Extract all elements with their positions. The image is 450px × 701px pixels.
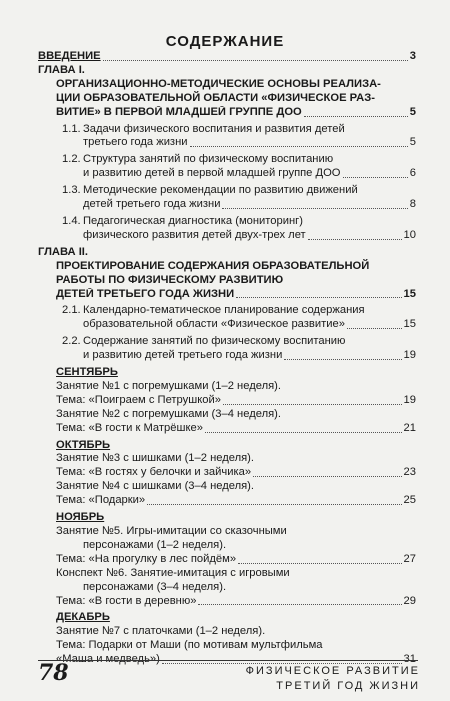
lesson-entry: Конспект №6. Занятие-имитация с игровыми [56,566,290,579]
section-text: Календарно-тематическое планирование содержания [83,304,365,317]
section-line [38,184,416,198]
leader-dots [223,404,402,405]
chapter-sections [38,123,416,243]
running-footer-line: ФИЗИЧЕСКОЕ РАЗВИТИЕ [245,665,420,677]
toc-page-number: 25 [403,494,416,507]
leader-dots [308,239,402,240]
section-text: третьего года жизни [83,136,188,149]
lesson-entry [38,553,416,567]
toc-page-number: 10 [403,228,416,241]
chapter-title-line: ВИТИЕ» В ПЕРВОЙ МЛАДШЕЙ ГРУППЕ ДОО [56,105,302,118]
section-text: детей третьего года жизни [83,198,221,211]
section-text: Задачи физического воспитания и развития детей [83,122,345,135]
lesson-entry: Занятие №7 с платочками (1–2 неделя). [56,625,266,638]
lesson-entry: персонажами (3–4 неделя). [83,580,227,593]
page-title: СОДЕРЖАНИЕ [165,33,285,50]
toc-page-number: 5 [409,136,416,149]
month-block [38,366,416,436]
section-last-line [38,318,416,332]
chapter-title-last [56,288,416,302]
toc-entry-intro [38,50,416,64]
section-line [38,123,416,137]
toc-page-number: 6 [409,167,416,180]
chapter-label: ГЛАВА II. [38,245,89,258]
toc-page-number: 5 [409,105,416,118]
section-text: физического развития детей двух-трех лет [83,228,306,241]
toc-entry-text: ВВЕДЕНИЕ [38,50,101,62]
section-line [38,215,416,229]
section-line [38,304,416,318]
section-last-line [38,198,416,212]
lesson-entry [38,595,416,609]
chapter-title [38,78,416,120]
leader-dots [284,359,401,360]
toc-page-number: 15 [403,318,416,331]
toc-section [38,153,416,181]
footer-divider [38,660,418,661]
leader-dots [347,328,402,329]
leader-dots [205,432,402,433]
chapter-label: ГЛАВА I. [38,63,85,76]
lesson-entry: персонажами (1–2 неделя). [83,538,227,551]
section-last-line [38,229,416,243]
month-list [38,366,416,667]
toc-page-number: 19 [403,393,416,406]
section-last-line [38,167,416,181]
section-number: 1.1. [62,122,81,135]
leader-dots [103,60,408,61]
section-number: 1.4. [62,214,81,227]
running-footer [246,664,420,694]
toc-page-number: 8 [409,198,416,211]
lesson-text: Тема: «В гости к Матрёшке» [56,421,203,434]
leader-dots [253,476,401,477]
section-line [38,335,416,349]
chapter-title-line: РАБОТЫ ПО ФИЗИЧЕСКОМУ РАЗВИТИЮ [56,273,284,286]
toc-page-number: 31 [403,653,416,666]
section-text: Содержание занятий по физическому воспитанию [83,335,346,348]
toc-page-number: 23 [403,466,416,479]
chapter-title-line: ОРГАНИЗАЦИОННО-МЕТОДИЧЕСКИЕ ОСНОВЫ РЕАЛИЗА- [56,77,381,90]
toc-section [38,123,416,151]
lesson-text: Тема: «Подарки» [56,494,146,507]
lesson-entry: Тема: Подарки от Маши (по мотивам мультфильма [56,639,323,652]
leader-dots [147,504,401,505]
toc-page-number: 27 [403,552,416,565]
toc-page-number: 3 [409,50,416,62]
chapter-title [38,260,416,302]
running-footer-line: ТРЕТИЙ ГОД ЖИЗНИ [276,680,420,692]
toc-page-number: 29 [403,594,416,607]
section-text: Структура занятий по физическому воспитанию [83,153,334,166]
section-text: и развитию детей третьего года жизни [83,349,283,362]
leader-dots [222,208,407,209]
toc-page-number: 15 [403,287,416,300]
section-text: и развитию детей в первой младшей группе ДОО [83,167,341,180]
lesson-entry: Занятие №5. Игры-имитации со сказочными [56,525,287,537]
month-block [38,439,416,509]
toc-section [38,215,416,243]
section-number: 2.1. [62,304,81,317]
chapter-sections [38,304,416,363]
lesson-text: «Маша и медведь») [56,653,160,666]
lesson-entry: Занятие №2 с погремушками (3–4 неделя). [56,407,282,420]
lesson-entry: Занятие №4 с шишками (3–4 неделя). [56,480,255,493]
section-last-line [38,349,416,363]
chapter-title-last [56,106,416,120]
month-block [38,611,416,667]
section-last-line [38,136,416,150]
lesson-entry [38,422,416,436]
toc-page-number: 19 [403,349,416,362]
lesson-entry: Занятие №3 с шишками (1–2 неделя). [56,452,255,465]
leader-dots [304,116,408,117]
leader-dots [343,177,408,178]
table-of-contents [38,50,416,667]
lesson-entry [38,466,416,480]
lesson-entry [38,394,416,408]
lesson-entry [38,494,416,508]
toc-section [38,304,416,332]
section-line [38,153,416,167]
toc-section [38,184,416,212]
toc-section [38,335,416,363]
lesson-text: Тема: «В гостях у белочки и зайчика» [56,466,252,479]
month-heading: НОЯБРЬ [56,511,105,524]
leader-dots [190,146,408,147]
month-heading: ОКТЯБРЬ [56,438,111,451]
leader-dots [236,297,401,298]
section-number: 1.2. [62,153,81,166]
section-text: Педагогическая диагностика (мониторинг) [83,214,303,227]
month-heading: СЕНТЯБРЬ [56,366,118,379]
lesson-text: Тема: «Поиграем с Петрушкой» [56,393,221,406]
chapter-title-line: ЦИИ ОБРАЗОВАТЕЛЬНОЙ ОБЛАСТИ «ФИЗИЧЕСКОЕ РАЗ- [56,91,375,104]
section-number: 1.3. [62,184,81,197]
leader-dots [238,563,401,564]
month-heading: ДЕКАБРЬ [56,611,110,624]
lesson-text: Тема: «На прогулку в лес пойдём» [56,552,237,565]
lesson-text: Тема: «В гости в деревню» [56,594,197,607]
month-block [38,511,416,608]
toc-page-number: 21 [403,421,416,434]
page-number: 78 [38,660,69,686]
lesson-entry: Занятие №1 с погремушками (1–2 неделя). [56,379,282,392]
leader-dots [198,604,401,605]
chapter-title-line: ПРОЕКТИРОВАНИЕ СОДЕРЖАНИЯ ОБРАЗОВАТЕЛЬНОЙ [56,259,370,272]
section-number: 2.2. [62,335,81,348]
section-text: Методические рекомендации по развитию движений [83,184,358,197]
chapter-title-line: ДЕТЕЙ ТРЕТЬЕГО ГОДА ЖИЗНИ [56,287,235,300]
section-text: образовательной области «Физическое развитие» [83,318,345,331]
